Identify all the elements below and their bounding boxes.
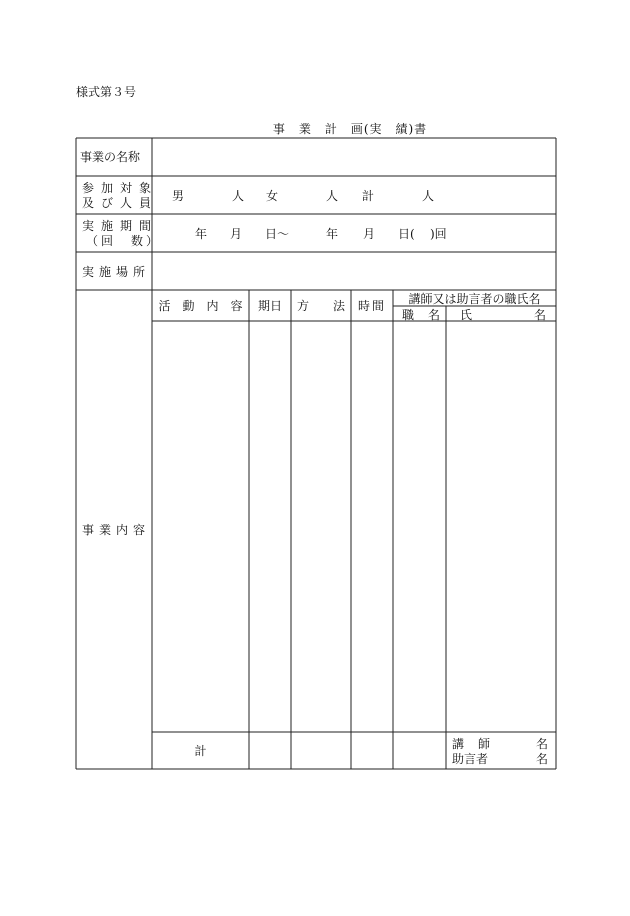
col-date-header: 期日	[257, 299, 282, 313]
position-content-cell[interactable]	[394, 322, 445, 731]
female-count-field[interactable]	[282, 188, 322, 202]
period-label-line1: 実施期間	[82, 219, 159, 233]
total-count-field[interactable]	[378, 188, 418, 202]
times-count-field[interactable]	[418, 226, 430, 240]
total-participants-unit: 人	[422, 189, 435, 203]
male-count-field[interactable]	[188, 188, 228, 202]
total-position-cell[interactable]	[394, 733, 445, 768]
hours-content-cell[interactable]	[352, 322, 392, 731]
event-name-label-text: 事業の名称	[80, 150, 141, 164]
venue-label: 実施場所	[82, 265, 151, 279]
start-month-label: 月	[230, 227, 243, 241]
col-hours-header: 時間	[357, 299, 386, 313]
col-name-header-1: 氏	[460, 308, 473, 322]
lecturer-total-label-2: 師	[478, 737, 491, 751]
col-position-header-1: 職	[402, 308, 415, 322]
total-participants-label: 計	[362, 189, 375, 203]
end-month-label: 月	[363, 227, 376, 241]
event-name-label	[80, 151, 144, 163]
period-label-line2: （回 数）	[86, 234, 162, 248]
date-content-cell[interactable]	[250, 322, 290, 731]
female-label: 女	[266, 189, 279, 203]
lecturer-total-label-1: 講	[452, 737, 465, 751]
document-title: 事 業 計 画(実 績)書	[272, 122, 428, 136]
participants-label-line2: 及び人員	[82, 196, 159, 210]
content-label: 事業内容	[82, 523, 151, 537]
total-date-cell[interactable]	[250, 733, 290, 768]
col-method-header-1: 方	[297, 299, 310, 313]
end-day-label: 日(	[398, 227, 415, 241]
times-label: )回	[430, 227, 447, 241]
col-method-header-2: 法	[333, 299, 346, 313]
advisor-total-label: 助言者	[452, 752, 489, 766]
male-unit: 人	[232, 189, 245, 203]
female-unit: 人	[326, 189, 339, 203]
end-year-label: 年	[326, 227, 339, 241]
form-number: 様式第３号	[76, 85, 137, 99]
venue-field[interactable]	[156, 264, 552, 278]
total-hours-cell[interactable]	[352, 733, 392, 768]
name-content-cell[interactable]	[447, 322, 555, 731]
lecturer-total-unit: 名	[536, 737, 549, 751]
col-activity-header: 活 動 内 容	[158, 299, 243, 313]
col-lecturer-group-header: 講師又は助言者の職氏名	[408, 292, 541, 306]
start-year-label: 年	[195, 227, 208, 241]
col-position-header-2: 名	[428, 308, 441, 322]
male-label: 男	[172, 189, 185, 203]
total-row-label: 計	[194, 744, 207, 758]
activity-content-cell[interactable]	[153, 322, 248, 731]
event-name-field[interactable]	[156, 151, 552, 165]
participants-label-line1: 参加対象	[82, 181, 159, 195]
method-content-cell[interactable]	[292, 322, 350, 731]
total-method-cell[interactable]	[292, 733, 350, 768]
start-day-label: 日～	[265, 227, 290, 241]
advisor-total-unit: 名	[536, 752, 549, 766]
col-name-header-2: 名	[534, 308, 547, 322]
